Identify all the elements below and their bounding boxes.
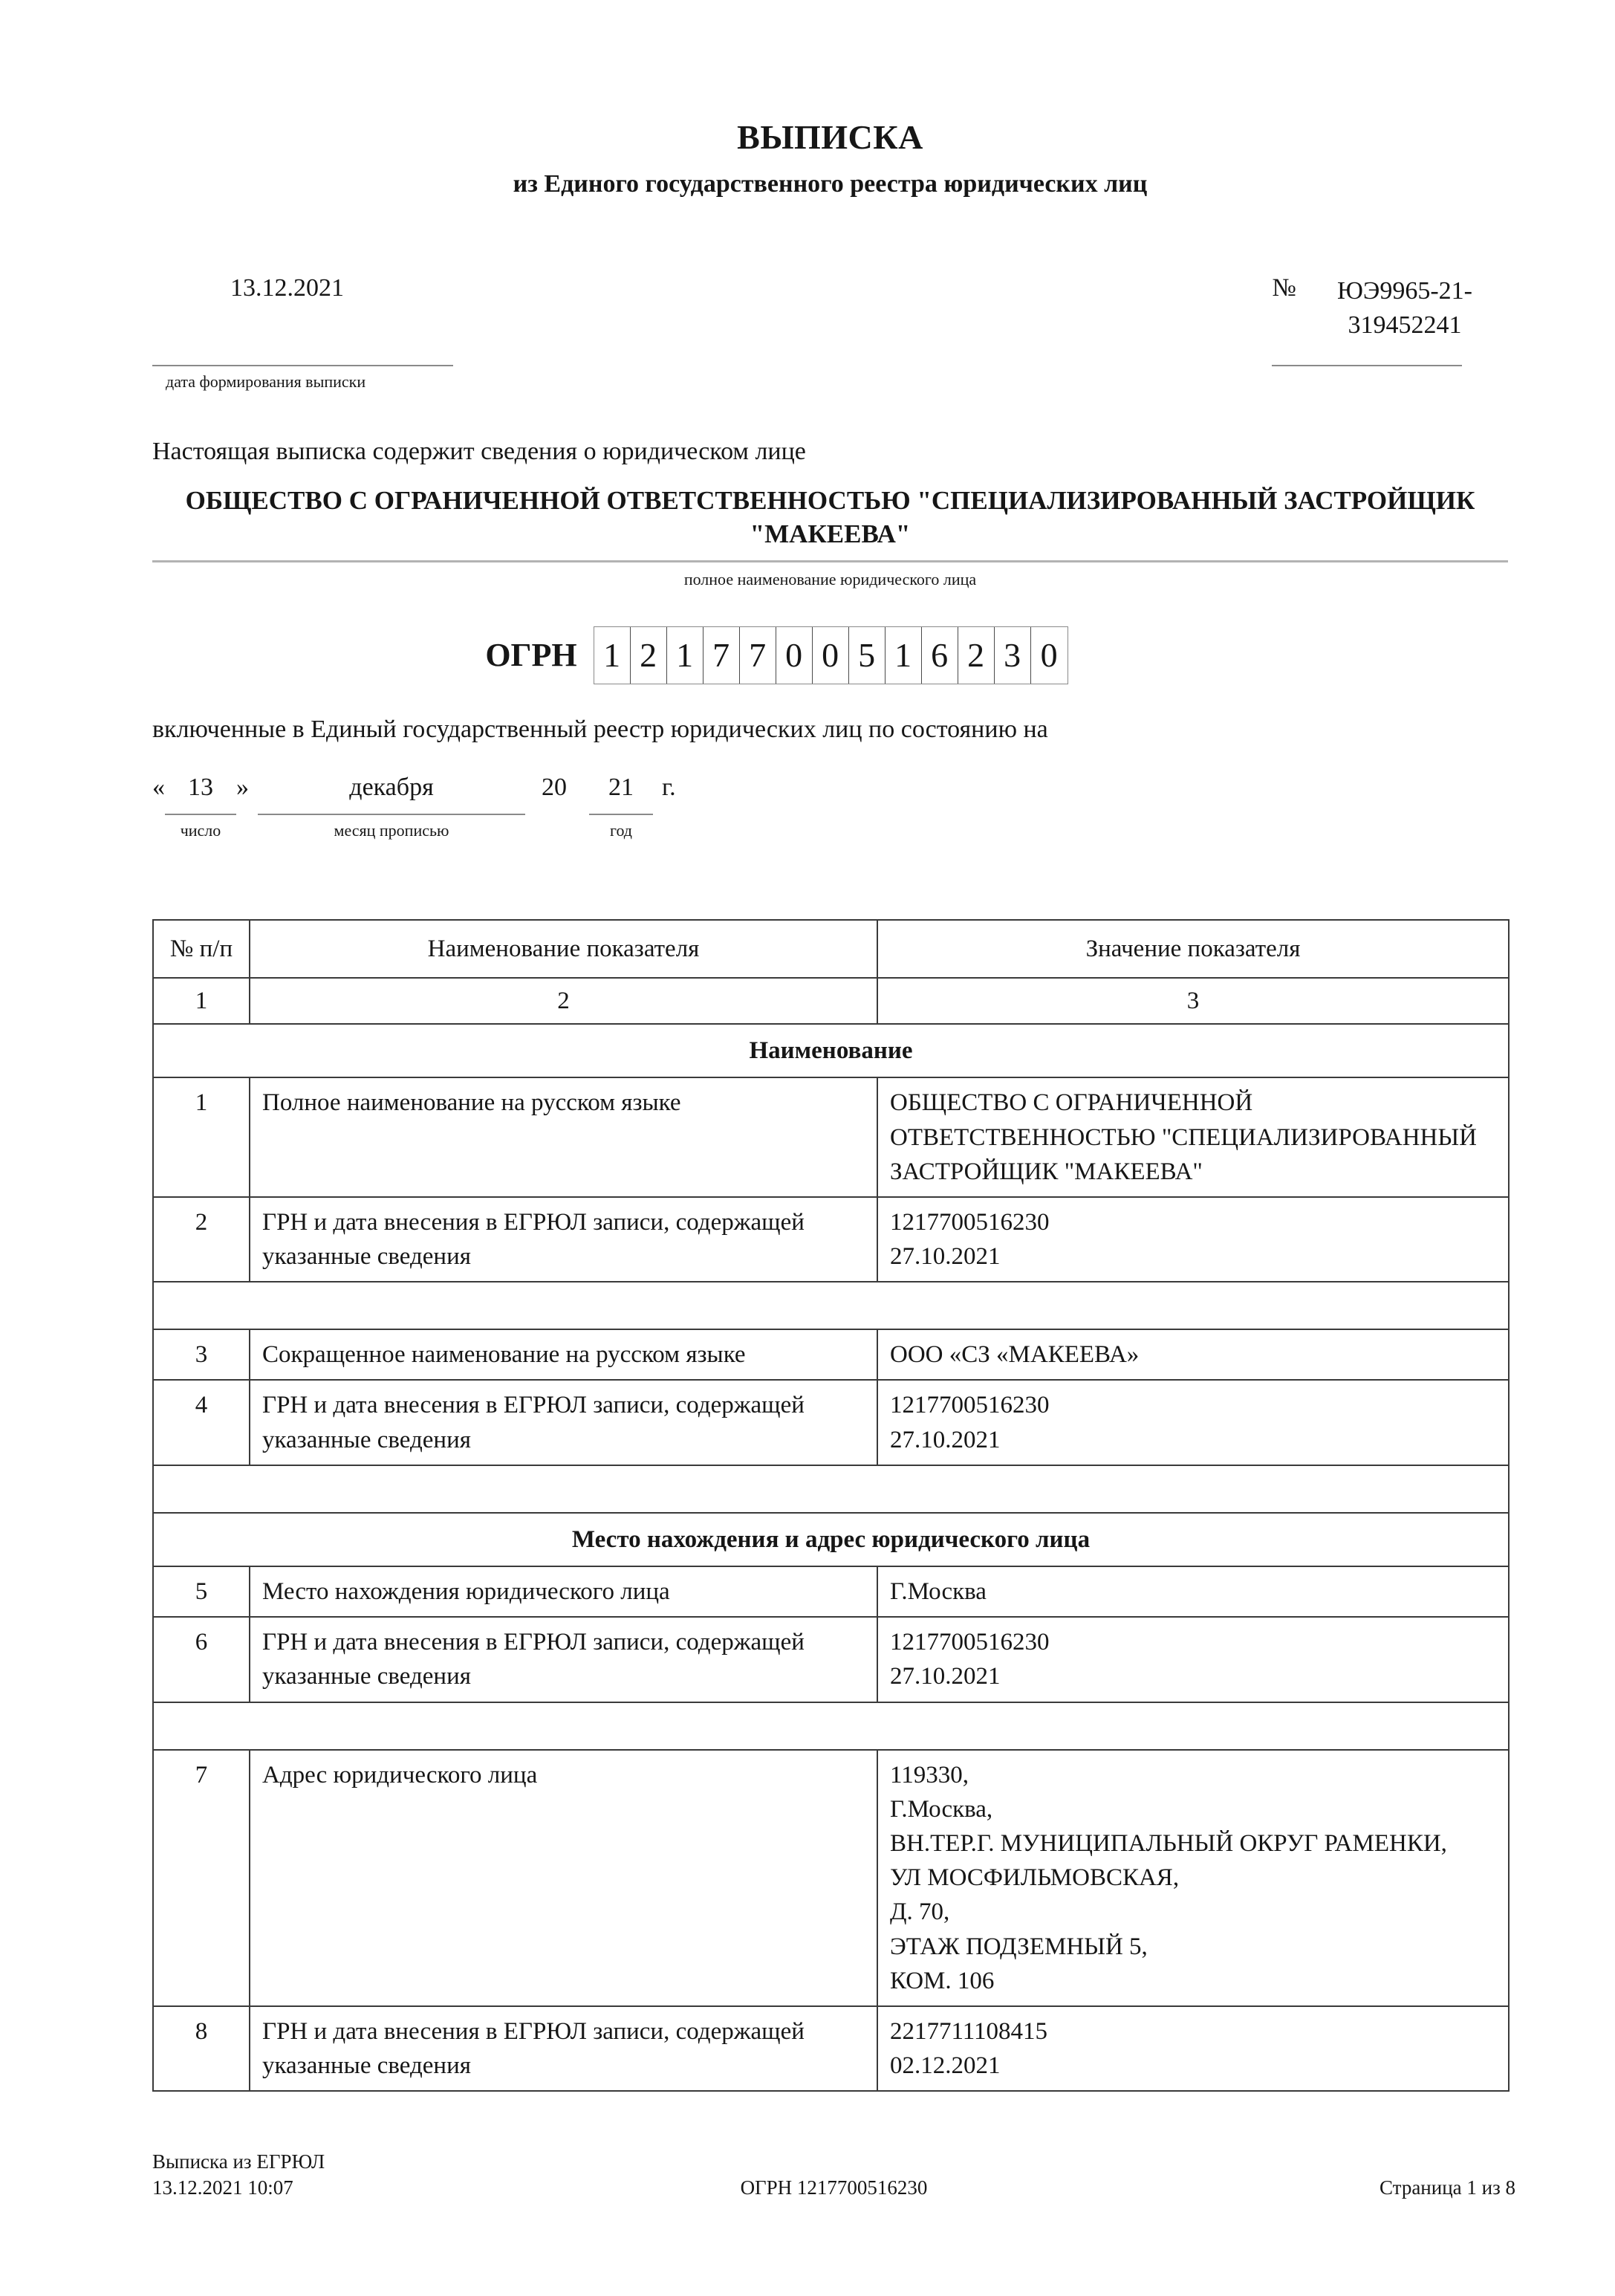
ogrn-digit-boxes [594, 626, 1068, 684]
ogrn-digit-box: 2 [631, 627, 667, 684]
month-caption: месяц прописью [334, 820, 449, 840]
footer-timestamp: 13.12.2021 10:07 [152, 2176, 293, 2199]
ogrn-label: ОГРН [485, 637, 577, 674]
indicator-value-line: ОБЩЕСТВО С ОГРАНИЧЕННОЙ ОТВЕТСТВЕННОСТЬЮ "СПЕЦИАЛИЗИРОВАННЫЙ ЗАСТРОЙЩИК "МАКЕЕВА" [890, 1089, 1478, 1185]
intro-text: Настоящая выписка содержит сведения о юридическом лице [152, 437, 806, 465]
table-header-row [153, 920, 1509, 978]
month-value: декабря [258, 772, 525, 815]
ogrn-digit-box: 2 [958, 627, 995, 684]
document-number-line2: 319452241 [1348, 311, 1462, 339]
document-number-underline [1272, 365, 1462, 366]
ogrn-digit-box: 0 [1040, 636, 1058, 675]
ogrn-digit-box: 6 [922, 627, 958, 684]
indicator-name-cell: ГРН и дата внесения в ЕГРЮЛ записи, содержащей указанные сведения [250, 1617, 877, 1702]
page-subtitle: из Единого государственного реестра юридических лиц [513, 170, 1148, 198]
indicator-value-cell [877, 1380, 1509, 1465]
row-number-cell: 1 [153, 1077, 250, 1197]
document-number-value [1337, 274, 1472, 343]
table-col-header: № п/п [153, 920, 250, 978]
indicator-value-line: 2217711108415 [890, 2017, 1048, 2045]
ogrn-digit-box: 5 [849, 627, 886, 684]
indicator-value-line: КОМ. 106 [890, 1967, 995, 1994]
meta-underlines [152, 365, 1508, 366]
year-unit: г. [662, 773, 676, 801]
table-section-row [153, 1513, 1509, 1566]
year-prefix: 20 [542, 773, 567, 801]
table-section-row [153, 1024, 1509, 1077]
company-full-name: ОБЩЕСТВО С ОГРАНИЧЕННОЙ ОТВЕТСТВЕННОСТЬЮ "СПЕЦИАЛИЗИРОВАННЫЙ ЗАСТРОЙЩИК "МАКЕЕВА" [185, 485, 1475, 549]
month-field [258, 772, 525, 840]
ogrn-digit-box: 0 [776, 627, 813, 684]
row-number-cell: 5 [153, 1566, 250, 1617]
ogrn-digit-box: 0 [813, 627, 849, 684]
page-title: ВЫПИСКА [737, 118, 923, 156]
meta-row [152, 274, 1508, 343]
indicator-value-line: 1217700516230 [890, 1208, 1050, 1236]
table-col-header: Значение показателя [877, 920, 1509, 978]
indicator-value-cell [877, 1077, 1509, 1197]
row-number-cell: 6 [153, 1617, 250, 1702]
indicator-value-cell [877, 1617, 1509, 1702]
indicator-name-cell: ГРН и дата внесения в ЕГРЮЛ записи, содержащей указанные сведения [250, 1380, 877, 1465]
table-spacer-row [153, 1465, 1509, 1513]
day-caption: число [180, 820, 221, 840]
indicator-value-line: Г.Москва [890, 1578, 987, 1606]
table-col-index: 2 [250, 978, 877, 1024]
indicator-value-cell [877, 2006, 1509, 2091]
row-number-cell: 4 [153, 1380, 250, 1465]
ogrn-digit-box: 1 [667, 627, 703, 684]
row-number-cell: 3 [153, 1329, 250, 1380]
indicator-value-cell [877, 1750, 1509, 2006]
table-data-row [153, 1197, 1509, 1282]
footer-ogrn: ОГРН 1217700516230 [740, 2176, 928, 2199]
footer-page-info: Страница 1 из 8 [1380, 2176, 1515, 2199]
day-close-quote: » [236, 773, 249, 801]
day-open-quote: « [152, 773, 165, 801]
indicator-value-line: ЭТАЖ ПОДЗЕМНЫЙ 5, [890, 1933, 1148, 1960]
registry-table-body [153, 920, 1509, 2092]
table-data-row [153, 1329, 1509, 1380]
ogrn-digit-box: 1 [594, 627, 631, 684]
ogrn-digit-box: 1 [886, 627, 922, 684]
table-col-header: Наименование показателя [250, 920, 877, 978]
formation-date-underline [152, 365, 453, 366]
table-col-index: 1 [153, 978, 250, 1024]
year-caption: год [609, 820, 633, 840]
company-name-caption: полное наименование юридического лица [683, 569, 977, 588]
ogrn-digit-box: 3 [995, 627, 1031, 684]
row-number-cell: 8 [153, 2006, 250, 2091]
year-field [589, 772, 653, 840]
footer-left [152, 2149, 741, 2201]
indicator-name-cell: Место нахождения юридического лица [250, 1566, 877, 1617]
formation-date: 13.12.2021 [230, 274, 344, 302]
indicator-value-line: 119330, [890, 1761, 969, 1789]
table-data-row [153, 1077, 1509, 1197]
day-value: 13 [165, 772, 236, 815]
table-column-index-row [153, 978, 1509, 1024]
indicator-value-line: 27.10.2021 [890, 1426, 1001, 1453]
indicator-value-line: 27.10.2021 [890, 1663, 1001, 1690]
indicator-value-cell [877, 1566, 1509, 1617]
row-number-cell: 2 [153, 1197, 250, 1282]
indicator-value-line: 1217700516230 [890, 1392, 1050, 1419]
document-number-label: № [1272, 274, 1296, 302]
indicator-name-cell: Сокращенное наименование на русском языке [250, 1329, 877, 1380]
formation-date-caption: дата формирования выписки [166, 372, 366, 391]
table-data-row [153, 1617, 1509, 1702]
company-name-divider [152, 560, 1508, 562]
indicator-name-cell: ГРН и дата внесения в ЕГРЮЛ записи, содержащей указанные сведения [250, 2006, 877, 2091]
table-data-row [153, 1566, 1509, 1617]
day-field [165, 772, 236, 840]
page-footer [152, 2149, 1515, 2201]
row-number-cell: 7 [153, 1750, 250, 2006]
spacer-cell [153, 1282, 1509, 1329]
footer-doc-type: Выписка из ЕГРЮЛ [152, 2150, 325, 2173]
indicator-value-cell [877, 1329, 1509, 1380]
ogrn-row [99, 626, 1455, 684]
section-title: Место нахождения и адрес юридического лица [153, 1513, 1509, 1566]
indicator-value-line: Д. 70, [890, 1898, 950, 1926]
spacer-cell [153, 1465, 1509, 1513]
document-number-line1: ЮЭ9965-21- [1336, 277, 1472, 305]
indicator-value-line: ВН.ТЕР.Г. МУНИЦИПАЛЬНЫЙ ОКРУГ РАМЕНКИ, [890, 1829, 1447, 1857]
indicator-value-cell [877, 1197, 1509, 1282]
indicator-name-cell: Полное наименование на русском языке [250, 1077, 877, 1197]
as-of-date-row [152, 772, 1508, 840]
spacer-cell [153, 1702, 1509, 1750]
table-col-index: 3 [877, 978, 1509, 1024]
indicator-value-line: 02.12.2021 [890, 2052, 1001, 2080]
indicator-value-line: Г.Москва, [890, 1795, 993, 1823]
as-of-text: включенные в Единый государственный реестр юридических лиц по состоянию на [152, 715, 1048, 743]
indicator-value-line: 1217700516230 [890, 1629, 1050, 1656]
table-data-row [153, 1380, 1509, 1465]
table-spacer-row [153, 1282, 1509, 1329]
table-data-row [153, 1750, 1509, 2006]
registry-table [152, 919, 1510, 2092]
indicator-value-line: ООО «СЗ «МАКЕЕВА» [890, 1341, 1140, 1369]
indicator-value-line: УЛ МОСФИЛЬМОВСКАЯ, [890, 1864, 1180, 1892]
indicator-name-cell: ГРН и дата внесения в ЕГРЮЛ записи, содержащей указанные сведения [250, 1197, 877, 1282]
section-title: Наименование [153, 1024, 1509, 1077]
year-value: 21 [589, 772, 653, 815]
ogrn-digit-box: 7 [703, 627, 740, 684]
ogrn-digit-box: 7 [740, 627, 776, 684]
indicator-name-cell: Адрес юридического лица [250, 1750, 877, 2006]
document-number-block [1273, 274, 1473, 343]
table-spacer-row [153, 1702, 1509, 1750]
indicator-value-line: 27.10.2021 [890, 1243, 1001, 1271]
table-data-row [153, 2006, 1509, 2091]
